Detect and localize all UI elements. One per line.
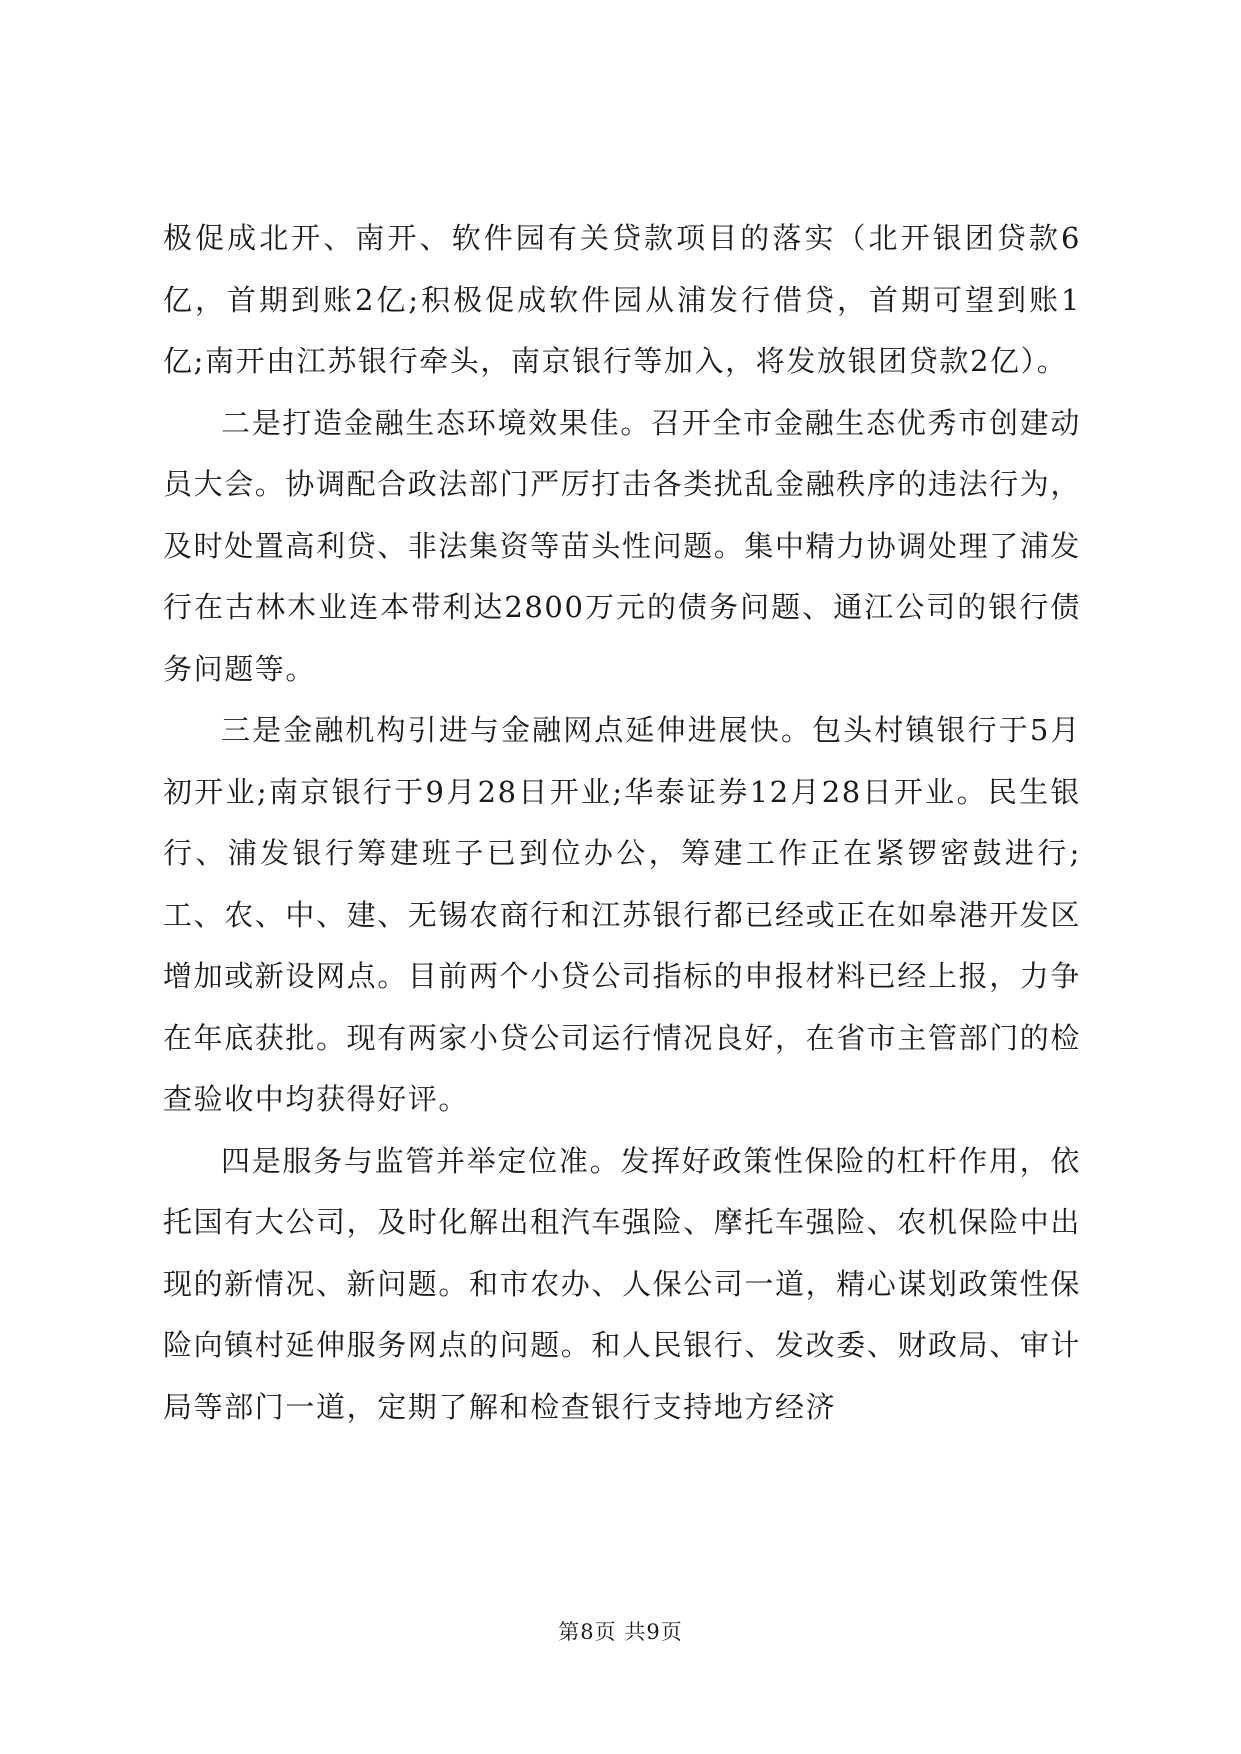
paragraph-service-supervision: 四是服务与监管并举定位准。发挥好政策性保险的杠杆作用，依托国有大公司，及时化解出租汽车强险、摩托车强险、农机保险中出现的新情况、新问题。和市农办、人保公司一道，精心谋划政策性保险向镇村延伸服务网点的问题。和人民银行、发改委、财政局、审计局等部门一道，定期了解和检查银行支持地方经济 (163, 1143, 1082, 1424)
paragraph-institution-introduction: 三是金融机构引进与金融网点延伸进展快。包头村镇银行于5月初开业;南京银行于9月28日开业;华泰证券12月28日开业。民生银行、浦发银行筹建班子已到位办公，筹建工作正在紧锣密鼓进行;工、农、中、建、无锡农商行和江苏银行都已经或正在如皋港开发区增加或新设网点。目前两个小贷公司指标的申报材料已经上报，力争在年底获批。现有两家小贷公司运行情况良好，在省市主管部门的检查验收中均获得好评。 (163, 713, 1082, 1116)
page-number-footer: 第8页 共9页 (558, 1620, 683, 1644)
document-body (163, 208, 1081, 1438)
paragraph-financial-ecology: 二是打造金融生态环境效果佳。召开全市金融生态优秀市创建动员大会。协调配合政法部门严厉打击各类扰乱金融秩序的违法行为，及时处置高利贷、非法集资等苗头性问题。集中精力协调处理了浦发行在古林木业连本带利达2800万元的债务问题、通江公司的银行债务问题等。 (163, 405, 1082, 686)
paragraph-continuation: 极促成北开、南开、软件园有关贷款项目的落实（北开银团贷款6亿，首期到账2亿;积极促成软件园从浦发行借贷，首期可望到账1亿;南开由江苏银行牵头，南京银行等加入，将发放银团贷款2亿）。 (163, 221, 1081, 378)
